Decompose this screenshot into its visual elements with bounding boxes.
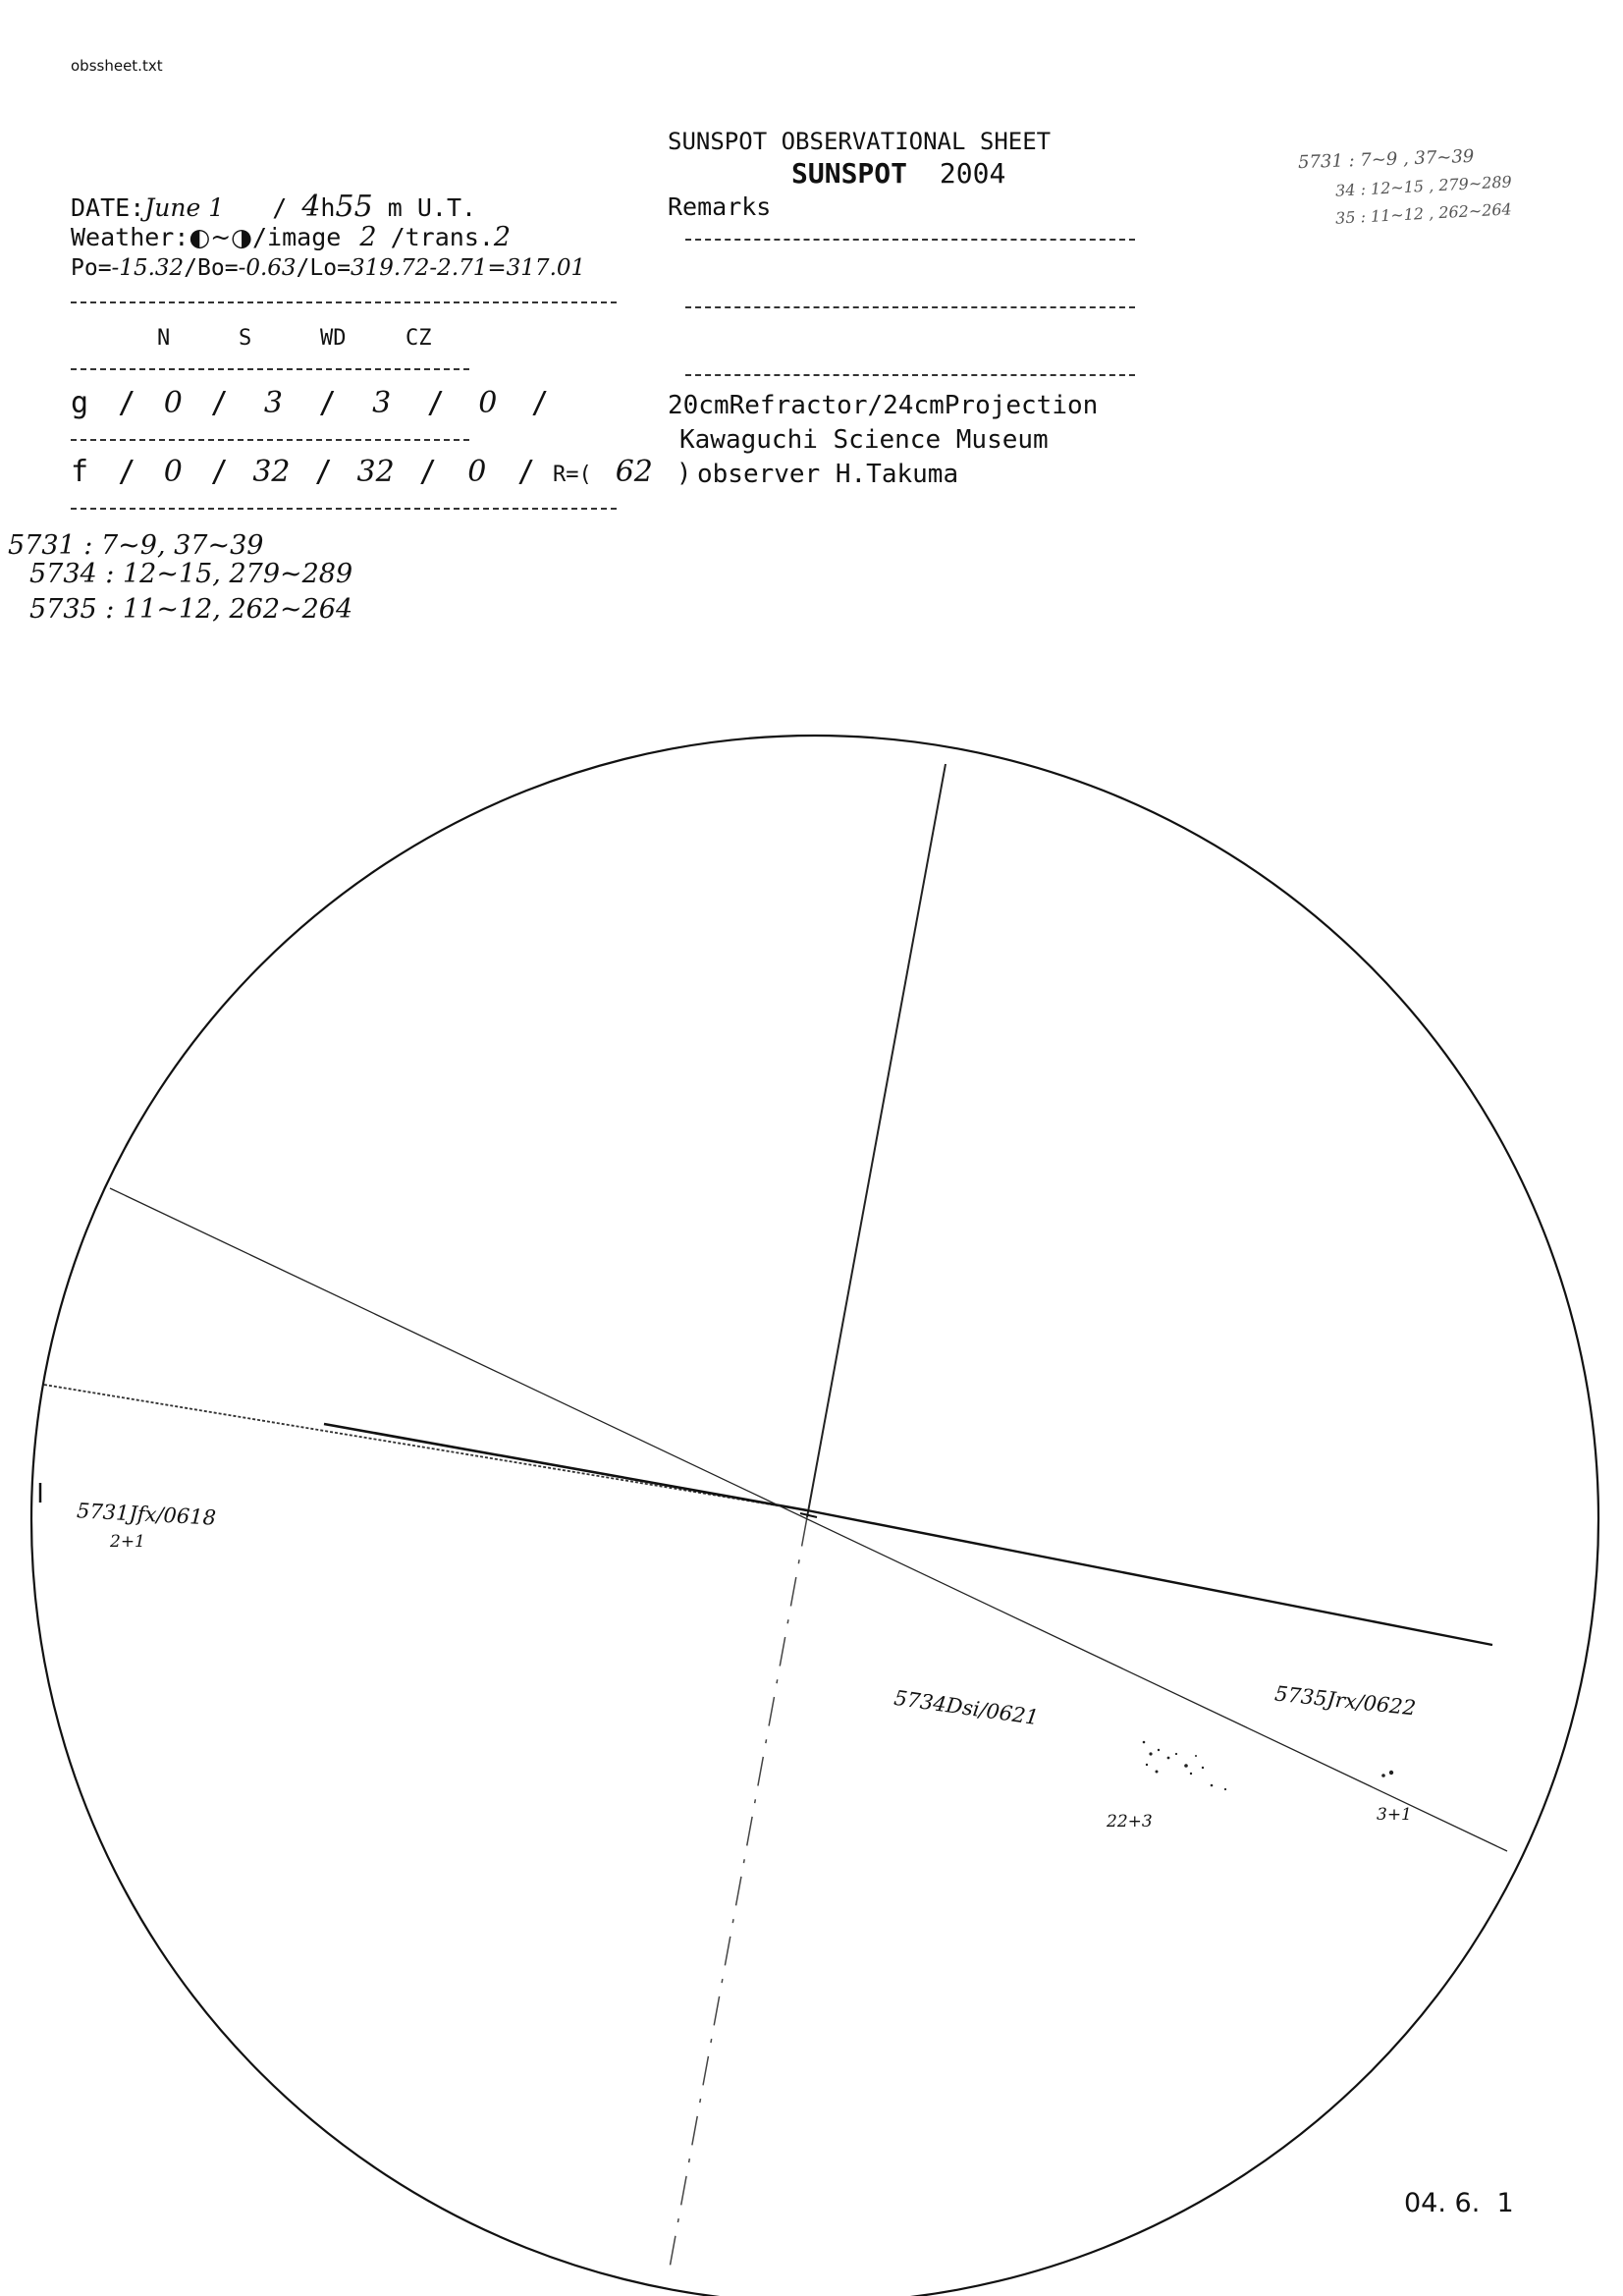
spot-label-5731: 5731Jfx/0618 — [76, 1499, 217, 1530]
note-right-5731: 5731 : 7~9 , 37~39 — [1297, 145, 1475, 174]
g-row: g / 0 / 3 / 3 / 0 / — [71, 386, 549, 420]
time-minutes-unit: m U.T. — [387, 193, 477, 222]
r-label: R=( — [553, 463, 592, 487]
f-row-cz: 0 — [467, 455, 487, 489]
lo-label: /Lo= — [296, 255, 351, 281]
ecliptic-line — [110, 1188, 1507, 1851]
g-row-n: 0 — [163, 386, 183, 420]
axis-south — [668, 1517, 807, 2278]
spot-count-5735: 3+1 — [1377, 1805, 1412, 1825]
note-left-5735: 5735 : 11~12, 262~264 — [29, 594, 353, 625]
file-name: obssheet.txt — [71, 57, 163, 75]
spot-label-5735: 5735Jrx/0622 — [1273, 1681, 1418, 1721]
time-minutes: 55 — [335, 190, 373, 224]
col-header-s: S — [239, 326, 252, 351]
observer-text: observer H.Takuma — [697, 460, 959, 489]
r-value: 62 — [615, 455, 653, 489]
note-right-5735: 35 : 11~12 , 262~264 — [1334, 199, 1513, 228]
col-header-cz: CZ — [406, 326, 432, 351]
f-row-label: f — [71, 455, 89, 489]
weather-label: Weather: — [71, 223, 189, 251]
bo-label: /Bo= — [184, 255, 239, 281]
equator-line-east-thick — [324, 1424, 807, 1510]
trans-label: /trans. — [390, 223, 494, 251]
equator-line-east — [44, 1385, 807, 1510]
spot-label-5734: 5734Dsi/0621 — [893, 1685, 1041, 1730]
f-row-s: 32 — [252, 455, 291, 489]
col-header-wd: WD — [320, 326, 347, 351]
g-row-wd: 3 — [372, 386, 392, 420]
f-row-wd: 32 — [356, 455, 395, 489]
f-row-n: 0 — [163, 455, 183, 489]
col-header-n: N — [157, 326, 171, 351]
note-right-5734: 34 : 12~15 , 279~289 — [1334, 172, 1513, 200]
stamp-title-text: SUNSPOT — [791, 157, 908, 190]
spot-count-5731: 2+1 — [110, 1532, 145, 1552]
note-left-5731: 5731 : 7~9, 37~39 — [8, 530, 264, 561]
solar-disk-outline — [31, 736, 1598, 2296]
image-value: 2 — [359, 222, 377, 252]
lo-value: 319.72-2.71=317.01 — [350, 255, 586, 281]
g-row-cz: 0 — [478, 386, 498, 420]
remarks-label: Remarks — [668, 192, 772, 221]
r-close: ) — [676, 459, 692, 488]
note-left-5734: 5734 : 12~15, 279~289 — [29, 559, 353, 589]
spot-count-5734: 22+3 — [1107, 1812, 1153, 1831]
axis-north — [807, 764, 946, 1517]
date-label: DATE: — [71, 193, 145, 222]
date-value: June 1 — [144, 193, 225, 222]
bo-value: -0.63 — [238, 255, 297, 281]
sunspot-group-5734 — [1143, 1741, 1226, 1790]
weather-value: ◐~◑ — [189, 223, 252, 251]
footer-date: 04. 6. 1 — [1404, 2188, 1514, 2218]
sunspot-group-5735 — [1381, 1771, 1393, 1777]
po-label: Po= — [71, 255, 112, 281]
g-row-s: 3 — [263, 386, 283, 420]
instrument-text: 20cmRefractor/24cmProjection — [668, 391, 1099, 420]
g-row-label: g — [71, 386, 89, 420]
time-hours: 4 — [301, 190, 321, 224]
f-row: f / 0 / 32 / 32 / 0 / R=( 62 ) — [71, 455, 692, 489]
image-label: /image — [252, 223, 342, 251]
time-hours-unit: h — [320, 193, 336, 222]
stamp-year: 2004 — [939, 157, 1006, 190]
time-separator: / — [272, 193, 288, 222]
trans-value: 2 — [493, 222, 512, 252]
sheet-title: SUNSPOT OBSERVATIONAL SHEET — [668, 128, 1052, 155]
equator-line-west — [807, 1510, 1492, 1645]
museum-text: Kawaguchi Science Museum — [679, 425, 1049, 455]
po-value: -15.32 — [111, 255, 185, 281]
